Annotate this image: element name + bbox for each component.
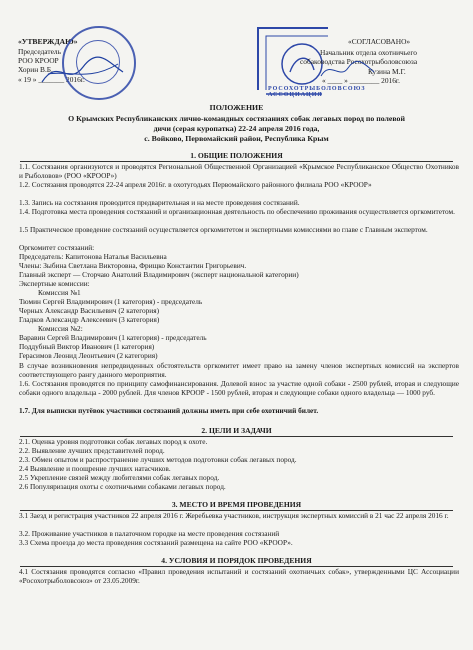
s1-commission-1: Комиссия №1 [38,288,81,297]
s2-item: 2.5 Укрепление связей между любителями собак легавых пород. [19,473,220,482]
s1-c2a: Варавин Сергей Владимирович (1 категория) - председатель [19,333,207,342]
s2-item: 2.3. Обмен опытом и распространение лучших методов подготовки собак легавых пород. [19,455,297,464]
section-2-heading: 2. ЦЕЛИ И ЗАДАЧИ [201,426,272,435]
section-1-heading: 1. ОБЩИЕ ПОЛОЖЕНИЯ [190,151,283,160]
approved-date: « 19 » _______ 2016г. [18,75,85,84]
stamp-caption: РОСОХОТРЫБОЛОВСОЮЗ АССОЦИАЦИЯ [268,86,366,98]
s1-p3: 1.3. Запись на состязания проводится предварительная и на месте проведения состязаний. [19,198,300,207]
s1-p7: 1.6. Состязания проводятся по принципу самофинансирования. Долевой взнос за участие одной собаки - 2500 рублей, вторая и следующие собаки одного владельца - 2000 рублей. Для членов КРООР - 1500 рублей, вторая и следующие собаки одного владельца — 1000 руб. [19,379,459,397]
doc-subtitle-2: дичи (серая куропатка) 22-24 апреля 2016 года, [153,124,320,133]
agreed-line2: собаководства Росохотрыболовсоюза [300,57,418,66]
s1-p5: 1.5 Практическое проведение состязаний осуществляется оргкомитетом и экспертными комиссиями во главе с Главным экспертом. [19,225,428,234]
section-4-heading: 4. УСЛОВИЯ И ПОРЯДОК ПРОВЕДЕНИЯ [161,556,312,565]
s3-p1: 3.1 Заезд и регистрация участников 22 апреля 2016 г. Жеребьевка участников, инструкция экспертных комиссий в 21 час 22 апреля 2016 г. [19,511,449,520]
s1-chief: Главный эксперт — Сторчаю Анатолий Владимирович (эксперт национальной категории) [19,270,299,279]
section-3-heading: 3. МЕСТО И ВРЕМЯ ПРОВЕДЕНИЯ [171,500,302,509]
s1-p4: 1.4. Подготовка места проведения состязаний и организационная деятельность по обеспечению проживания осуществляется оргкомитетом. [19,207,455,216]
doc-subtitle-1: О Крымских Республиканских лично-командных состязаниях собак легавых пород по полевой [68,114,405,123]
approved-org: Председатель [18,47,61,56]
s2-item: 2.1. Оценка уровня подготовки собак легавых пород к охоте. [19,437,208,446]
s1-commission-2: Комиссия №2: [38,324,83,333]
signature-right [318,58,378,82]
s1-p2: 1.2. Состязания проводятся 22-24 апреля 2016г. в охотугодьях Первомайского районного филиала РОО «КРООР» [19,180,372,189]
doc-subtitle-3: с. Войково, Первомайский район, Республика Крым [144,134,329,143]
s1-org: Оргкомитет состязаний: [19,243,95,252]
agreed-label: «СОГЛАСОВАНО» [348,37,411,46]
agreed-line1: Начальник отдела охотничьего [320,48,417,57]
s1-c1b: Черных Александр Васильевич (2 категория) [19,306,159,315]
s1-c2b: Поддубный Виктор Иванович (1 категория) [19,342,155,351]
s3-p3: 3.3 Схема проезда до места проведения состязаний размещена на сайте РОО «КРООР». [19,538,293,547]
approved-name: Хорин В.Б. [18,65,53,74]
s1-p1: 1.1. Состязания организуются и проводятся Региональной Общественной Организацией «Крымское Республиканское Общество Охотников и Рыболовов» (РОО «КРООР») [19,162,459,180]
s1-c1a: Тюмин Сергей Владимирович (1 категория) - председатель [19,297,203,306]
s3-p2: 3.2. Проживание участников в палаточном городке на месте проведения состязаний [19,529,280,538]
s1-p6: В случае возникновения непредвиденных обстоятельств оргкомитет имеет право на замену членов экспертных комиссий на экспертов соответствующего рангу данного мероприятия. [19,361,459,379]
s1-c2c: Герасимов Леонид Леонтьевич (2 категория) [19,351,158,360]
s2-item: 2.2. Выявление лучших представителей пород. [19,446,165,455]
s1-members: Члены: Зыбина Светлана Викторовна, Фрищко Константин Григорьевич. [19,261,247,270]
approved-label: «УТВЕРЖДАЮ» [18,37,78,46]
approved-org2: РОО КРООР [18,56,59,65]
s2-item: 2.6 Популяризация охоты с охотничьими собаками легавых пород. [19,482,226,491]
agreed-name: Кузина М.Г. [368,67,406,76]
s1-experts: Экспертные комиссии: [19,279,90,288]
doc-title: ПОЛОЖЕНИЕ [209,103,264,112]
s4-p1: 4.1 Состязания проводятся согласно «Правил проведения испытаний и состязаний охотничьих собак», утвержденными ЦС Ассоциации «Росохотрыболовсоюз» от 23.05.2009г. [19,567,459,585]
stamp-left [62,26,136,100]
agreed-date: « ____ » ________ 2016г. [322,76,400,85]
s1-c1c: Гладков Александр Алексеевич (3 категория) [19,315,160,324]
s1-chair: Председатель: Капитонова Наталья Васильевна [19,252,167,261]
s1-p8: 1.7. Для выписки путёвок участники состязаний должны иметь при себе охотничий билет. [19,406,319,415]
s2-item: 2.4 Выявление и поощрение лучших натасчиков. [19,464,171,473]
